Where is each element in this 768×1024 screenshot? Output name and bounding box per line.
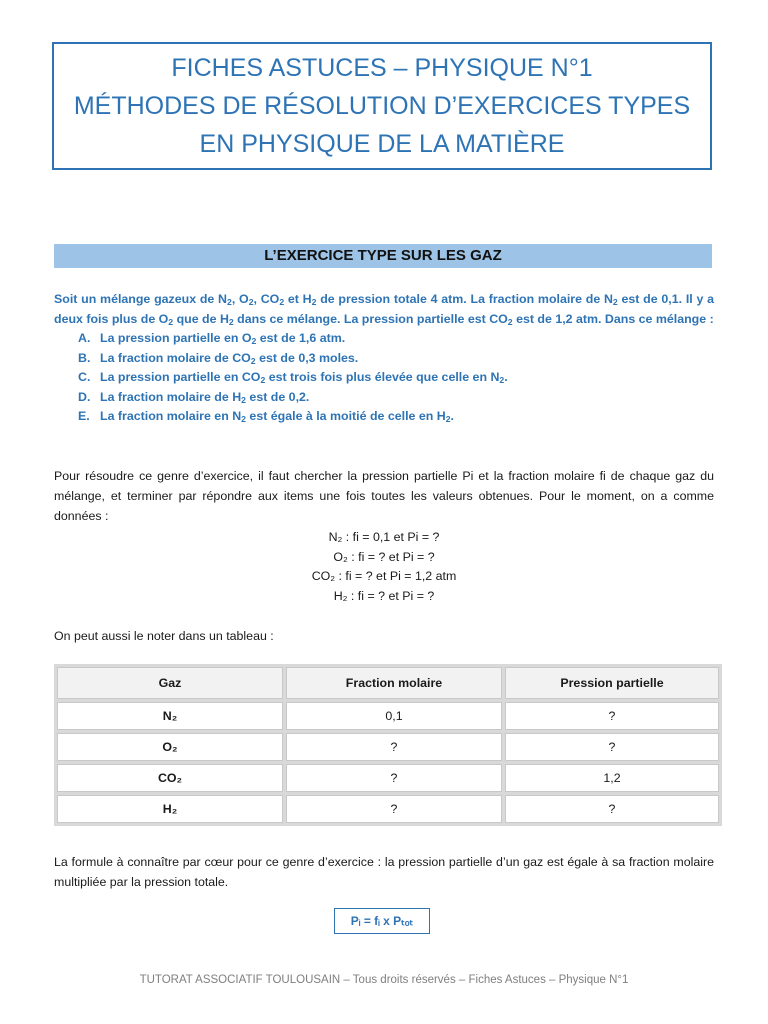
- option-b: [78, 349, 714, 369]
- option-text: La fraction molaire en $N_2$ est égale à la moitié de celle en $H_2$.: [100, 409, 454, 425]
- title-line-2: MÉTHODES DE RÉSOLUTION D’EXERCICES TYPES: [73, 92, 691, 120]
- table-header-row: [57, 667, 719, 699]
- table-row: [57, 764, 719, 792]
- option-d: [78, 388, 714, 408]
- header-fraction: Fraction molaire: [286, 667, 502, 699]
- option-letter: E.: [78, 409, 90, 423]
- option-e: [78, 407, 714, 427]
- title-box: [52, 42, 712, 170]
- fraction-cell: ?: [286, 764, 502, 792]
- page-footer: TUTORAT ASSOCIATIF TOULOUSAIN – Tous droits réservés – Fiches Astuces – Physique N°1: [139, 974, 629, 986]
- pression-cell: ?: [505, 733, 719, 761]
- gas-cell: O₂: [57, 733, 283, 761]
- data-line-co2: CO₂ : fi = ? et Pi = 1,2 atm: [311, 569, 457, 583]
- gas-cell: CO₂: [57, 764, 283, 792]
- data-line-n2: N₂ : fi = 0,1 et Pi = ?: [328, 530, 440, 544]
- title-line-3: EN PHYSIQUE DE LA MATIÈRE: [199, 130, 565, 158]
- formula-intro: La formule à connaître par cœur pour ce genre d’exercice : la pression partielle d’un gaz est égale à sa fraction molaire multipliée par la pression totale.: [54, 855, 714, 889]
- fraction-cell: ?: [286, 733, 502, 761]
- data-line-h2: H₂ : fi = ? et Pi = ?: [333, 588, 435, 603]
- gas-cell: H₂: [57, 795, 283, 823]
- data-line-o2: O₂ : fi = ? et Pi = ?: [333, 549, 435, 564]
- section-heading: L’EXERCICE TYPE SUR LES GAZ: [54, 244, 712, 268]
- table-row: [57, 702, 719, 730]
- header-pression: Pression partielle: [505, 667, 719, 699]
- answer-options: [54, 329, 714, 427]
- table-row: [57, 733, 719, 761]
- option-text: La pression partielle en $CO_2$ est trois fois plus élevée que celle en $N_2$.: [100, 370, 508, 386]
- table-row: [57, 795, 719, 823]
- option-text: La fraction molaire de $H_2$ est de 0,2.: [100, 389, 310, 405]
- exercise-intro: Soit un mélange gazeux de $N_2$, $O_2$, $CO_2$ et $H_2$ de pression totale 4 atm. La fraction molaire de $N_2$ est de 0,1. Il y a deux fois plus de $O_2$ que de $H_2$ dans ce mélange. La pression partielle est $CO_2$ est de 1,2 atm. Dans ce mélange :: [54, 292, 714, 327]
- fraction-cell: ?: [286, 795, 502, 823]
- option-a: [78, 329, 714, 349]
- option-text: La fraction molaire de $CO_2$ est de 0,3 moles.: [100, 350, 359, 366]
- method-paragraph: Pour résoudre ce genre d’exercice, il faut chercher la pression partielle Pi et la fraction molaire fi de chaque gaz du mélange, et terminer par répondre aux items une fois toutes les valeurs obtenues. Pour le moment, on a comme données :: [54, 469, 714, 523]
- fraction-cell: 0,1: [286, 702, 502, 730]
- option-letter: C.: [78, 370, 91, 384]
- gas-cell: N₂: [57, 702, 283, 730]
- given-data: [54, 528, 714, 606]
- option-letter: D.: [78, 389, 91, 404]
- pression-cell: ?: [505, 702, 719, 730]
- exercise-statement: [54, 290, 714, 427]
- option-c: [78, 368, 714, 388]
- gas-table: [54, 664, 722, 826]
- pression-cell: 1,2: [505, 764, 719, 792]
- pression-cell: ?: [505, 795, 719, 823]
- formula-box: Pᵢ = fᵢ x Pₜₒₜ: [334, 908, 430, 934]
- option-text: La pression partielle en $O_2$ est de 1,6 atm.: [100, 331, 346, 347]
- option-letter: A.: [78, 331, 91, 345]
- header-gaz: Gaz: [57, 667, 283, 699]
- title-line-1: FICHES ASTUCES – PHYSIQUE N°1: [171, 54, 593, 82]
- option-letter: B.: [78, 350, 91, 365]
- table-intro: On peut aussi le noter dans un tableau :: [54, 629, 274, 643]
